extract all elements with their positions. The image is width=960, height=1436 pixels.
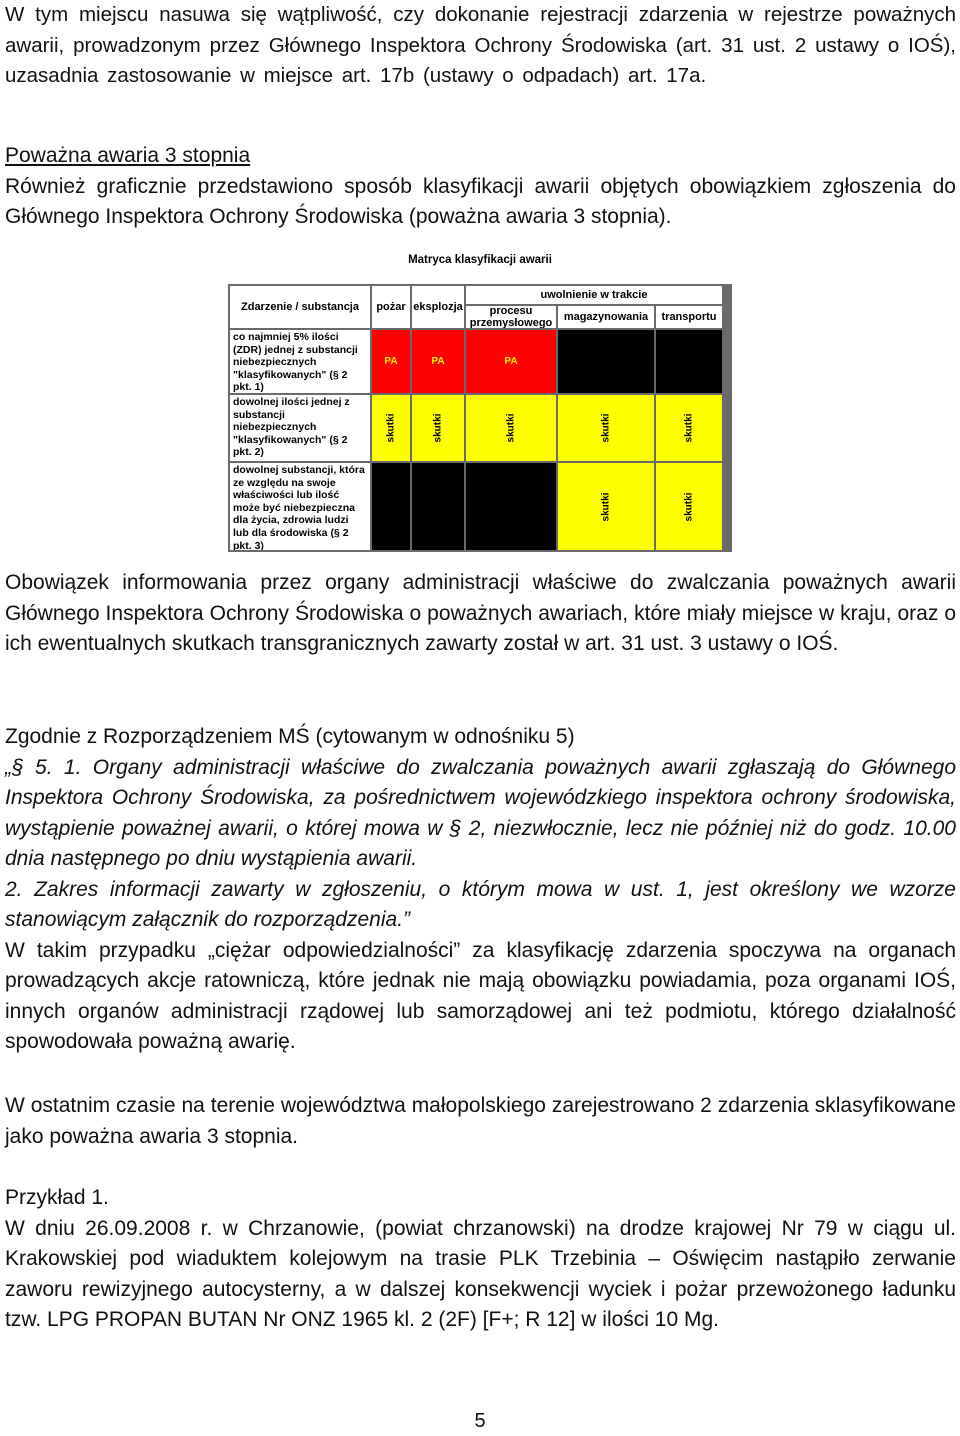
quote-1-text: „§ 5. 1. Organy administracji właściwe do zwalczania poważnych awarii zgłaszają do Głównego Inspektora Ochrony Środowiska, za pośrednictwem wojewódzkiego inspektora ochrony środowiska, wystąpienie poważnej awarii, o której mowa w § 2, niezwłocznie, lecz nie później niż do godz. 10.00 dnia następnego po dniu wystąpienia awarii. — [5, 755, 956, 870]
pa-label: PA — [504, 355, 518, 367]
matrix-grid — [228, 284, 732, 552]
matrix-cell-effects — [656, 463, 722, 550]
intro-text: W tym miejscu nasuwa się wątpliwość, czy dokonanie rejestracji zdarzenia w rejestrze poważnych awarii, prowadzonym przez Głównego Inspektora Ochrony Środowiska (art. 31 ust. 2 ustawy o IOŚ), uzasadnia zastosowanie w miejsce art. 17b (ustawy o odpadach) art. 17a. — [5, 3, 956, 87]
page-number: 5 — [474, 1410, 486, 1432]
matrix-cell-effects — [412, 395, 464, 461]
matrix-header-corner: Zdarzenie / substancja — [230, 286, 370, 328]
example-block — [5, 1183, 956, 1336]
matrix-cell-black — [372, 463, 410, 550]
matrix-cell-pa — [372, 330, 410, 393]
example-label: Przykład 1. — [5, 1186, 109, 1209]
matrix-row-label-1: co najmniej 5% ilości (ZDR) jednej z substancji niebezpiecznych "klasyfikowanych" (§ 2 pkt. 1) — [230, 330, 370, 393]
matrix-cell-effects — [656, 395, 722, 461]
matrix-cell-pa — [412, 330, 464, 393]
classification-matrix — [228, 254, 732, 554]
recent-paragraph — [5, 1091, 956, 1152]
matrix-cell-effects — [466, 395, 556, 461]
matrix-col-eksplozja: eksplozja — [412, 286, 464, 328]
matrix-col-magazyn: magazynowania — [558, 306, 654, 328]
matrix-col-transport: transportu — [656, 306, 722, 328]
burden-text: W takim przypadku „ciężar odpowiedzialności” za klasyfikację zdarzenia spoczywa na organach prowadzących akcje ratowniczą, które jednak nie mają obowiązku powiadamia, poza organami IOŚ, innych organów administracji rządowej lub samorządowej ani też podmiotu, którego działalność spowodowała poważną awarię. — [5, 938, 956, 1053]
quote-2-text: 2. Zakres informacji zawarty w zgłoszeniu, o którym mowa w ust. 1, jest określony we wzorze stanowiącym załącznik do rozporządzenia.” — [5, 877, 956, 931]
section-heading-block — [5, 141, 956, 233]
matrix-row-label-3: dowolnej substancji, która ze względu na swoje właściwości lub ilość może być niebezpieczna dla życia, zdrowia ludzi lub dla środowiska (§ 2 pkt. 3) — [230, 463, 370, 550]
pa-label: PA — [384, 355, 398, 367]
regulation-quote-2 — [5, 875, 956, 936]
effects-label: skutki — [505, 413, 516, 443]
effects-label: skutki — [600, 413, 611, 443]
effects-label: skutki — [600, 492, 611, 521]
example-text: W dniu 26.09.2008 r. w Chrzanowie, (powiat chrzanowski) na drodze krajowej Nr 79 w ciągu ul. Krakowskiej pod wiaduktem kolejowym na trasie PLK Trzebinia – Oświęcim nastąpiło zerwanie zaworu rewizyjnego autocysterny, a w dalszej konsekwencji wyciek i pożar przewożonego ładunku tzw. LPG PROPAN BUTAN Nr ONZ 1965 kl. 2 (2F) [F+; R 12] w ilości 10 Mg. — [5, 1216, 956, 1331]
section-heading: Poważna awaria 3 stopnia — [5, 144, 251, 167]
matrix-cell-black — [466, 463, 556, 550]
effects-label: skutki — [385, 413, 396, 443]
regulation-block — [5, 722, 956, 1058]
matrix-row-label-2: dowolnej ilości jednej z substancji niebezpiecznych "klasyfikowanych" (§ 2 pkt. 2) — [230, 395, 370, 461]
matrix-cell-black — [558, 330, 654, 393]
regulation-quote-1 — [5, 753, 956, 875]
effects-label: skutki — [683, 413, 694, 443]
matrix-cell-black — [412, 463, 464, 550]
matrix-cell-black — [656, 330, 722, 393]
matrix-col-pozar: pożar — [372, 286, 410, 328]
matrix-group-header: uwolnienie w trakcie — [466, 286, 722, 304]
matrix-title: Matryca klasyfikacji awarii — [408, 254, 552, 266]
matrix-col-proces: procesu przemysłowego — [466, 306, 556, 328]
matrix-cell-effects — [558, 463, 654, 550]
obligation-text: Obowiązek informowania przez organy administracji właściwe do zwalczania poważnych awarii Głównego Inspektora Ochrony Środowiska o poważnych awariach, które miały miejsce w kraju, oraz o ich ewentualnych skutkach transgranicznych zawarty został w art. 31 ust. 3 ustawy o IOŚ. — [5, 571, 956, 655]
matrix-cell-effects — [558, 395, 654, 461]
matrix-cell-effects — [372, 395, 410, 461]
regulation-intro: Zgodnie z Rozporządzeniem MŚ (cytowanym w odnośniku 5) — [5, 725, 575, 748]
effects-label: skutki — [683, 492, 694, 521]
obligation-paragraph — [5, 568, 956, 660]
pa-label: PA — [431, 355, 445, 367]
matrix-cell-pa — [466, 330, 556, 393]
recent-text: W ostatnim czasie na terenie województwa małopolskiego zarejestrowano 2 zdarzenia sklasyfikowane jako poważna awaria 3 stopnia. — [5, 1094, 956, 1148]
effects-label: skutki — [432, 413, 443, 443]
intro-paragraph — [5, 0, 956, 92]
graphic-intro-text: Również graficznie przedstawiono sposób klasyfikacji awarii objętych obowiązkiem zgłoszenia do Głównego Inspektora Ochrony Środowiska (poważna awaria 3 stopnia). — [5, 174, 956, 228]
